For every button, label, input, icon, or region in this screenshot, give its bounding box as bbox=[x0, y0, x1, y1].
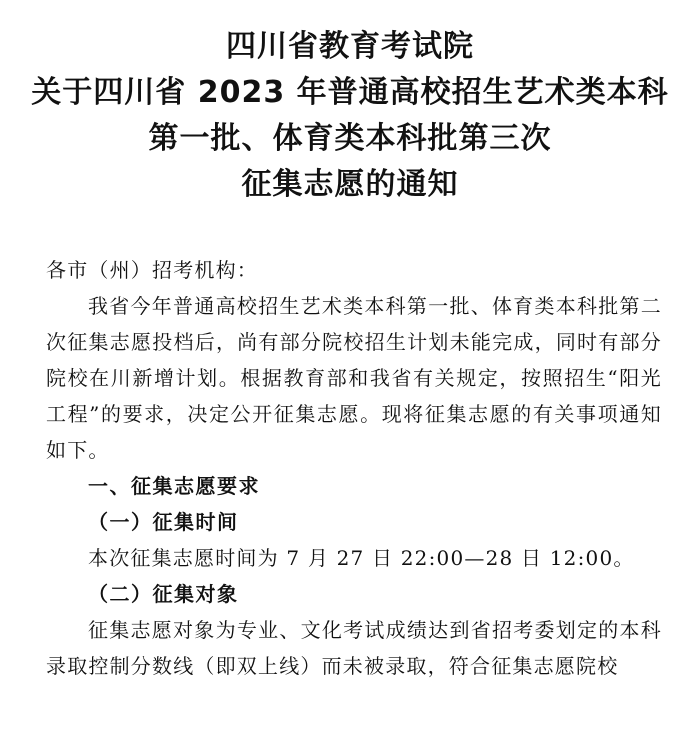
subsection-heading-1: （一）征集时间 bbox=[88, 510, 239, 534]
section-heading-1: 一、征集志愿要求 bbox=[88, 474, 260, 498]
subsection-text-2: 征集志愿对象为专业、文化考试成绩达到省招考委划定的本科录取控制分数线（即双上线）而未被录取，符合征集志愿院校 bbox=[46, 618, 662, 678]
subsection-text-1: 本次征集志愿时间为 7 月 27 日 22:00—28 日 12:00。 bbox=[88, 546, 635, 570]
subsection-heading-2: （二）征集对象 bbox=[88, 582, 239, 606]
title-line-2: 关于四川省 2023 年普通高校招生艺术类本科 bbox=[31, 75, 669, 110]
notice-title bbox=[0, 24, 700, 208]
salutation: 各市（州）招考机构： bbox=[46, 258, 258, 282]
notice-body bbox=[46, 252, 662, 684]
title-line-3: 第一批、体育类本科批第三次 bbox=[148, 121, 552, 156]
title-line-1: 四川省教育考试院 bbox=[226, 29, 474, 64]
title-line-4: 征集志愿的通知 bbox=[241, 167, 459, 202]
intro-paragraph: 我省今年普通高校招生艺术类本科第一批、体育类本科批第二次征集志愿投档后，尚有部分院校招生计划未能完成，同时有部分院校在川新增计划。根据教育部和我省有关规定，按照招生“阳光工程”的要求，决定公开征集志愿。现将征集志愿的有关事项通知如下。 bbox=[46, 294, 662, 462]
